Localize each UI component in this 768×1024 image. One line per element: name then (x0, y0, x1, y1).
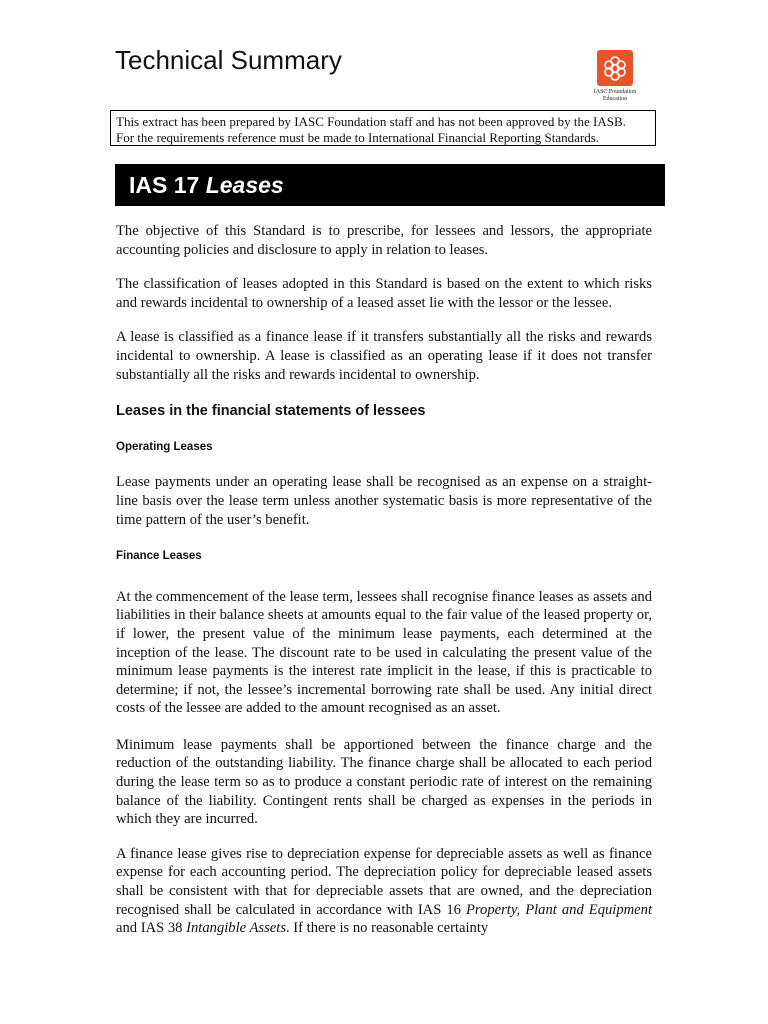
paragraph-depreciation (116, 845, 652, 938)
iasc-foundation-logo (590, 50, 640, 103)
section-heading-lessees: Leases in the financial statements of lessees (116, 403, 426, 420)
ias16-title: Property, Plant and Equipment (466, 901, 653, 918)
subheading-operating-leases: Operating Leases (116, 440, 213, 453)
iasc-logo-icon (597, 50, 633, 86)
page-title: Technical Summary (115, 45, 342, 75)
paragraph-lease-types: A lease is classified as a finance lease if it transfers substantially all the risks and rewards incidental to ownership. A lease is classified as an operating lease if it does not transfer substantially all the risks and rewards incidental to ownership. (116, 329, 652, 383)
paragraph-minimum-lease-payments: Minimum lease payments shall be apportioned between the finance charge and the reduction of the outstanding liability. The finance charge shall be allocated to each period during the lease term so as to produce a constant periodic rate of interest on the remaining balance of the liability. Contingent rents shall be charged as expenses in the periods in which they are incurred. (116, 736, 652, 828)
disclaimer-line1: This extract has been prepared by IASC Foundation staff and has not been approved by the IASB. (116, 114, 626, 129)
paragraph-objective: The objective of this Standard is to prescribe, for lessees and lessors, the appropriate accounting policies and disclosure to apply in relation to leases. (116, 223, 652, 258)
disclaimer-box (110, 110, 656, 146)
paragraph-classification: The classification of leases adopted in this Standard is based on the extent to which risks and rewards incidental to ownership of a leased asset lie with the lessor or the lessee. (116, 276, 652, 311)
standard-banner (115, 164, 665, 206)
paragraph-finance-recognition: At the commencement of the lease term, lessees shall recognise finance leases as assets and liabilities in their balance sheets at amounts equal to the fair value of the leased property or, if lower, the present value of the minimum lease payments, each determined at the inception of the lease. The discount rate to be used in calculating the present value of the minimum lease payments is the interest rate implicit in the lease, if this is practicable to determine; if not, the lessee’s incremental borrowing rate shall be used. Any initial direct costs of the lessee are added to the amount recognised as an asset. (116, 588, 652, 717)
disclaimer-line2: For the requirements reference must be made to International Financial Reporting Standards. (116, 130, 600, 145)
depreciation-text-c: and IAS 38 (116, 920, 187, 937)
depreciation-text-e: . If there is no reasonable certainty (286, 920, 489, 937)
logo-caption (590, 89, 640, 103)
subheading-finance-leases: Finance Leases (116, 550, 202, 563)
paragraph-operating-leases: Lease payments under an operating lease shall be recognised as an expense on a straight-line basis over the lease term unless another systematic basis is more representative of the time pattern of the user’s benefit. (116, 474, 652, 528)
standard-number: IAS 17 (129, 172, 200, 198)
ias38-title: Intangible Assets (186, 920, 286, 937)
logo-text-line2: Education (602, 96, 628, 102)
document-body (116, 222, 652, 954)
depreciation-text-a: A finance lease gives rise to depreciation expense for depreciable assets as well as finance expense for each accounting period. The depreciation policy for depreciable leased assets shall be consistent with that for depreciable assets that are owned, and the depreciation recognised shall be calculated in accordance with IAS 16 (116, 845, 652, 918)
standard-name: Leases (205, 172, 284, 198)
logo-text-line1: IASC Foundation (593, 89, 637, 95)
